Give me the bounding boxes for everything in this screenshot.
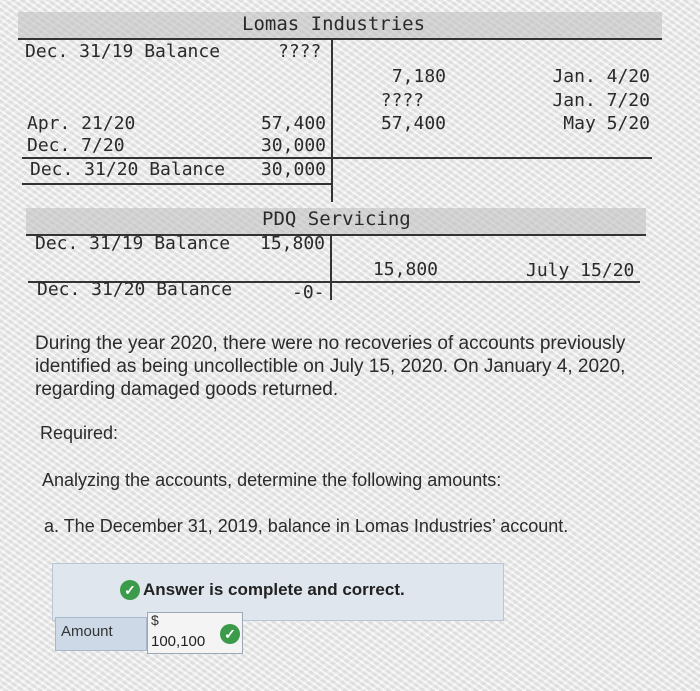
lomas-debit-label-1: Dec. 31/19 Balance	[25, 41, 221, 62]
lomas-credit-amount-2: ????	[380, 90, 424, 111]
lomas-debit-label-4: Dec. 31/20 Balance	[30, 159, 226, 180]
amount-value: 100,100	[151, 633, 206, 650]
paragraph-line-3: regarding damaged goods returned.	[35, 379, 339, 400]
lomas-credit-amount-3: 57,400	[380, 113, 446, 134]
lomas-debit-amount-3: 30,000	[260, 135, 326, 156]
lomas-credit-date-1: Jan. 4/20	[552, 66, 650, 87]
lomas-title: Lomas Industries	[242, 13, 426, 35]
answer-status-text: Answer is complete and correct.	[143, 580, 405, 599]
lomas-top-rule	[18, 38, 662, 40]
lomas-bottom-rule	[22, 183, 332, 185]
pdq-credit-amount-1: 15,800	[372, 259, 438, 280]
check-circle-icon: ✓	[220, 624, 240, 644]
question-a: a. The December 31, 2019, balance in Lomas Industries’ account.	[44, 516, 569, 536]
lomas-center-rule	[331, 38, 333, 202]
paragraph-line-2: identified as being uncollectible on July 15, 2020. On January 4, 2020,	[35, 356, 626, 377]
lomas-debit-amount-4: 30,000	[260, 159, 326, 180]
lomas-credit-date-3: May 5/20	[563, 113, 650, 134]
lomas-credit-amount-1: 7,180	[391, 66, 446, 87]
lomas-debit-label-2: Apr. 21/20	[27, 113, 136, 134]
required-heading: Required:	[40, 423, 119, 443]
lomas-debit-amount-2: 57,400	[260, 113, 326, 134]
pdq-title: PDQ Servicing	[262, 208, 411, 230]
pdq-debit-label-2: Dec. 31/20 Balance	[37, 279, 233, 300]
lomas-debit-label-3: Dec. 7/20	[27, 135, 125, 156]
lomas-debit-amount-1: ????	[278, 41, 322, 62]
currency-symbol: $	[151, 612, 159, 628]
paragraph-line-1: During the year 2020, there were no recoveries of accounts previously	[35, 333, 626, 354]
lomas-credit-date-2: Jan. 7/20	[552, 90, 650, 111]
instructions-text: Analyzing the accounts, determine the following amounts:	[42, 470, 502, 490]
pdq-center-rule	[330, 234, 332, 300]
pdq-debit-amount-1: 15,800	[260, 233, 326, 254]
pdq-debit-label-1: Dec. 31/19 Balance	[35, 233, 231, 254]
pdq-credit-date-1: July 15/20	[526, 260, 635, 281]
pdq-debit-amount-2: -0-	[292, 282, 325, 303]
check-circle-icon: ✓	[120, 580, 140, 600]
amount-label: Amount	[55, 617, 147, 651]
